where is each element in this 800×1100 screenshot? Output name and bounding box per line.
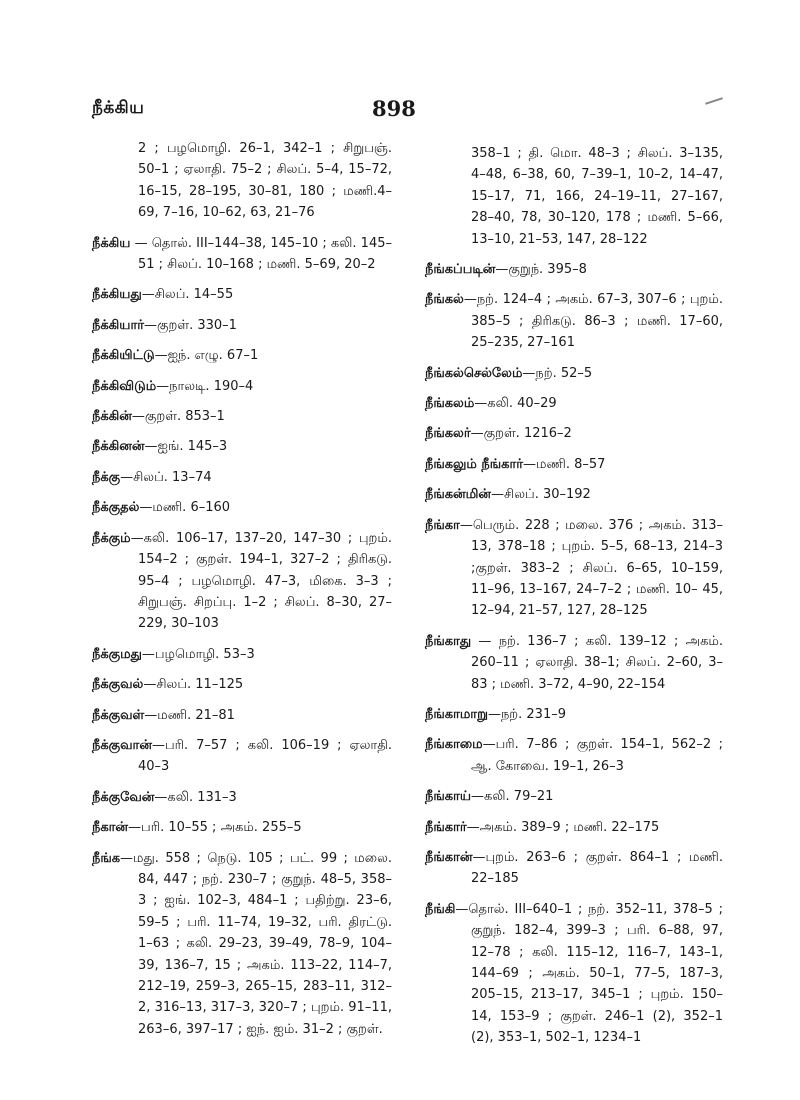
index-entry <box>92 735 392 778</box>
index-entry <box>425 817 723 838</box>
index-entry <box>92 497 392 518</box>
running-header-word: நீக்கிய <box>92 98 145 118</box>
entry-references: — நற். 136–7 ; கலி. 139–12 ; அகம். 260–11 ; ஏலாதி. 38–1; சிலப். 2–60, 3–83 ; மணி. 3–72, 4–90, 22–154 <box>471 633 723 692</box>
index-entry <box>425 259 723 280</box>
index-entry <box>92 345 392 366</box>
entry-headword: நீங்கல்செல்லேம் <box>425 365 523 381</box>
entry-references: —புறம். 263–6 ; குறள். 864–1 ; மணி. 22–185 <box>471 849 723 887</box>
entry-headword: நீக்கியார் <box>92 317 145 333</box>
entry-references: —மது. 558 ; நெடு. 105 ; பட். 99 ; மலை. 84, 447 ; நற். 230–7 ; குறுந். 48–5, 358–3 ; ஐங். 102–3, 484–1 ; பதிற்று. 23–6, 59–5 ; பரி. 11–74, 19–32, பரி. திரட்டு. 1–63 ; கலி. 29–23, 39–49, 78–9, 104–39, 136–7, 15 ; அகம். 113–22, 114–7, 212–19, 259–3, 265–15, 283–11, 312–2, 316–13, 317–3, 320–7 ; புறம். 91–11, 263–6, 397–17 ; ஐந். ஐம். 31–2 ; குறள். <box>120 850 392 1037</box>
index-entry <box>425 363 723 384</box>
entry-references: —சிலப். 30–192 <box>491 487 591 503</box>
entry-references: —தொல். III–640–1 ; நற். 352–11, 378–5 ; குறுந். 182–4, 399–3 ; பரி. 6–88, 97, 12–78 ; கலி. 115–12, 116–7, 143–1, 144–69 ; அகம். 50–1, 77–5, 187–3, 205–15, 213–17, 345–1 ; புறம். 150–14, 153–9 ; குறள். 246–1 (2), 352–1 (2), 353–1, 502–1, 1234–1 <box>455 901 723 1046</box>
index-entry <box>425 454 723 475</box>
entry-references: — தொல். III–144–38, 145–10 ; கலி. 145–51 ; சிலப். 10–168 ; மணி. 5–69, 20–2 <box>130 235 392 273</box>
index-entry <box>92 138 392 224</box>
entry-headword: நீக்கு <box>92 469 121 485</box>
entry-references: —ஐந். எழு. 67–1 <box>154 348 259 364</box>
index-entry <box>92 233 392 276</box>
entry-headword: நீக்குதல் <box>92 500 140 516</box>
entry-references: —நற். 231–9 <box>487 706 566 722</box>
entry-references: —மணி. 6–160 <box>139 500 231 516</box>
entry-headword: நீக்குமது <box>92 646 142 662</box>
entry-references: —குறள். 853–1 <box>131 409 225 425</box>
left-column <box>92 138 392 1049</box>
entry-references: —பரி. 7–57 ; கலி. 106–19 ; ஏலாதி. 40–3 <box>138 737 392 775</box>
entry-references: —மணி. 21–81 <box>144 707 235 723</box>
index-entry <box>425 786 723 807</box>
entry-references: —சிலப். 13–74 <box>120 469 212 485</box>
entry-references: —குறுந். 395–8 <box>495 262 587 278</box>
scan-mark <box>705 97 723 104</box>
entry-headword: நீங்கான் <box>425 849 473 865</box>
index-entry <box>92 436 392 457</box>
right-column <box>425 143 723 1058</box>
entry-references: —கலி. 106–17, 137–20, 147–30 ; புறம். 154–2 ; குறள். 194–1, 327–2 ; திரிகடு. 95–4 ; பழமொழி. 47–3, மிகை. 3–3 ; சிறுபஞ். சிறப்பு. 1–2 ; சிலப். 8–30, 27–229, 30–103 <box>130 530 392 632</box>
entry-headword: நீக்கின் <box>92 409 132 425</box>
entry-references: —குறள். 1216–2 <box>470 426 572 442</box>
entry-references: —மணி. 8–57 <box>523 456 606 472</box>
entry-references: —கலி. 79–21 <box>470 789 554 805</box>
entry-references: 2 ; பழமொழி. 26–1, 342–1 ; சிறுபஞ். 50–1 ; ஏலாதி. 75–2 ; சிலப். 5–4, 15–72, 16–15, 28–195, 30–81, 180 ; மணி.4–69, 7–16, 10–62, 63, 21–76 <box>138 141 392 221</box>
entry-headword: நீங்காது <box>425 633 472 649</box>
entry-headword: நீக்கினன் <box>92 439 145 455</box>
entry-references: —சிலப். 14–55 <box>141 287 234 303</box>
entry-references: —கலி. 40–29 <box>474 396 557 412</box>
index-entry <box>92 467 392 488</box>
entry-headword: நீங்கார் <box>425 819 467 835</box>
entry-headword: நீங்கன்மின் <box>425 487 492 503</box>
entry-headword: நீங்காமாறு <box>425 706 488 722</box>
index-entry <box>92 406 392 427</box>
entry-references: 358–1 ; தி. மொ. 48–3 ; சிலப். 3–135, 4–48, 6–38, 60, 7–39–1, 10–2, 14–47, 15–17, 71, 166, 24–19–11, 27–167, 28–40, 78, 30–120, 178 ; மணி. 5–66, 13–10, 21–53, 147, 28–122 <box>471 146 723 247</box>
index-entry <box>92 817 392 838</box>
entry-headword: நீக்கிவிடும் <box>92 378 157 394</box>
entry-headword: நீக்குவள் <box>92 707 145 723</box>
entry-references: —நாலடி. 190–4 <box>156 378 254 394</box>
entry-headword: நீக்கிய <box>92 235 131 251</box>
entry-headword: நீங்காமை <box>425 737 483 753</box>
entry-headword: நீங்கல் <box>425 292 464 308</box>
entry-headword: நீகான் <box>92 820 129 836</box>
entry-references: —பெரும். 228 ; மலை. 376 ; அகம். 313–13, 378–18 ; புறம். 5–5, 68–13, 214–3 ;குறள். 383–2 ; சிலப். 6–65, 10–159, 11–96, 13–167, 24–7–2 ; மணி. 10– 45, 12–94, 21–57, 127, 28–125 <box>459 517 723 619</box>
entry-headword: நீங்கலும் நீங்கார் <box>425 456 524 472</box>
index-entry <box>425 899 723 1049</box>
entry-headword: நீங்காய் <box>425 789 471 805</box>
entry-headword: நீங்கி <box>425 901 456 917</box>
index-entry <box>92 674 392 695</box>
index-entry <box>425 393 723 414</box>
entry-references: —பரி. 10–55 ; அகம். 255–5 <box>128 820 302 836</box>
index-entry <box>92 787 392 808</box>
index-entry <box>92 528 392 635</box>
entry-references: —அகம். 389–9 ; மணி. 22–175 <box>466 819 660 835</box>
index-entry <box>92 315 392 336</box>
entry-references: —பழமொழி. 53–3 <box>141 646 255 662</box>
page-number: 898 <box>372 96 416 121</box>
entry-references: —நற். 124–4 ; அகம். 67–3, 307–6 ; புறம். 385–5 ; திரிகடு. 86–3 ; மணி. 17–60, 25–235, 27–161 <box>463 292 723 351</box>
entry-headword: நீக்கும் <box>92 530 131 546</box>
index-entry <box>425 423 723 444</box>
entry-headword: நீக்கியிட்டு <box>92 348 155 364</box>
entry-headword: நீங்க <box>92 850 121 866</box>
entry-headword: நீங்கப்படின் <box>425 262 496 278</box>
entry-headword: நீங்கலர் <box>425 426 471 442</box>
entry-headword: நீங்கா <box>425 517 460 533</box>
entry-headword: நீக்குவேன் <box>92 789 155 805</box>
entry-headword: நீங்கலம் <box>425 396 475 412</box>
index-entry <box>92 705 392 726</box>
index-entry <box>425 704 723 725</box>
entry-references: —கலி. 131–3 <box>154 789 237 805</box>
index-entry <box>92 376 392 397</box>
index-entry <box>425 631 723 695</box>
entry-references: —நற். 52–5 <box>522 365 593 381</box>
entry-references: —குறள். 330–1 <box>144 317 237 333</box>
entry-references: —ஐங். 145–3 <box>144 439 228 455</box>
index-entry <box>92 644 392 665</box>
index-entry <box>425 847 723 890</box>
entry-headword: நீக்குவல் <box>92 677 144 693</box>
index-entry <box>92 848 392 1041</box>
index-entry <box>425 289 723 353</box>
index-entry <box>425 143 723 250</box>
entry-headword: நீக்குவான் <box>92 737 152 753</box>
index-entry <box>425 484 723 505</box>
index-entry <box>92 284 392 305</box>
entry-headword: நீக்கியது <box>92 287 142 303</box>
index-entry <box>425 515 723 622</box>
entry-references: —பரி. 7–86 ; குறள். 154–1, 562–2 ; ஆ. கோவை. 19–1, 26–3 <box>471 737 723 774</box>
index-entry <box>425 734 723 777</box>
entry-references: —சிலப். 11–125 <box>143 677 244 693</box>
